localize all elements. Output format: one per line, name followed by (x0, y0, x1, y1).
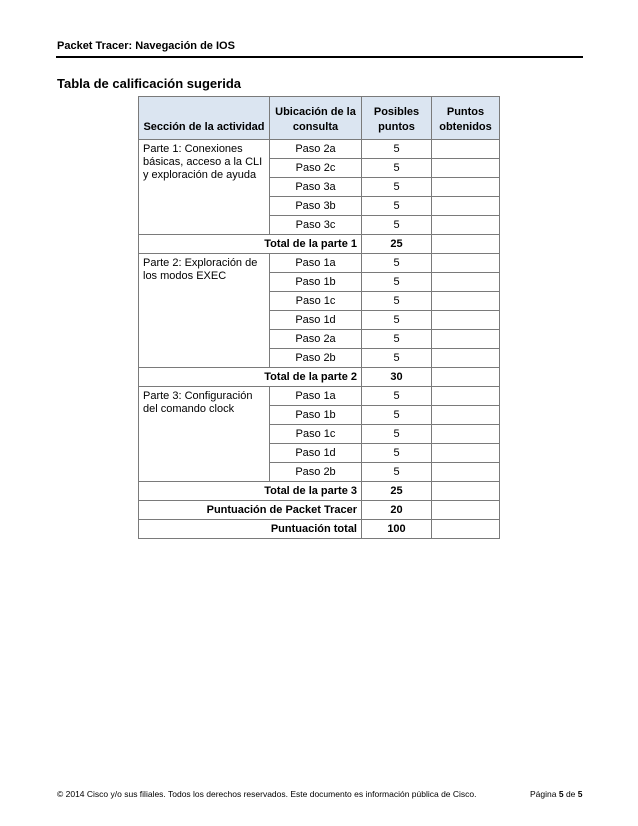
points-cell: 5 (362, 254, 432, 273)
earned-cell (432, 425, 500, 444)
table-row (139, 387, 500, 406)
total-points: 25 (362, 235, 432, 254)
points-cell: 5 (362, 292, 432, 311)
earned-cell (432, 482, 500, 501)
location-cell: Paso 1a (270, 254, 362, 273)
earned-cell (432, 444, 500, 463)
earned-cell (432, 501, 500, 520)
part-2-total-row (139, 368, 500, 387)
grand-total-points: 100 (362, 520, 432, 539)
earned-cell (432, 368, 500, 387)
location-cell: Paso 2a (270, 330, 362, 349)
location-cell: Paso 1c (270, 292, 362, 311)
total-label: Total de la parte 2 (139, 368, 362, 387)
page-word: Página (530, 789, 557, 799)
location-cell: Paso 2b (270, 349, 362, 368)
points-cell: 5 (362, 330, 432, 349)
header-divider (56, 56, 583, 58)
earned-cell (432, 463, 500, 482)
total-label: Total de la parte 3 (139, 482, 362, 501)
earned-cell (432, 254, 500, 273)
total-points: 30 (362, 368, 432, 387)
points-cell: 5 (362, 140, 432, 159)
earned-cell (432, 349, 500, 368)
header-location: Ubicación de la consulta (270, 97, 362, 140)
location-cell: Paso 3c (270, 216, 362, 235)
location-cell: Paso 1b (270, 406, 362, 425)
earned-cell (432, 235, 500, 254)
points-cell: 5 (362, 406, 432, 425)
footer-page-number (530, 789, 583, 799)
part-1-total-row (139, 235, 500, 254)
earned-cell (432, 273, 500, 292)
points-cell: 5 (362, 425, 432, 444)
page-current: 5 (558, 789, 564, 799)
points-cell: 5 (362, 387, 432, 406)
earned-cell (432, 330, 500, 349)
location-cell: Paso 2b (270, 463, 362, 482)
page-of: de (565, 789, 576, 799)
earned-cell (432, 387, 500, 406)
earned-cell (432, 406, 500, 425)
document-header-title: Packet Tracer: Navegación de IOS (57, 40, 235, 52)
total-label: Total de la parte 1 (139, 235, 362, 254)
part-1-label: Parte 1: Conexiones básicas, acceso a la CLI y exploración de ayuda (139, 140, 270, 235)
total-points: 25 (362, 482, 432, 501)
grand-total-label: Puntuación total (139, 520, 362, 539)
earned-cell (432, 197, 500, 216)
part-2-label: Parte 2: Exploración de los modos EXEC (139, 254, 270, 368)
table-row (139, 254, 500, 273)
points-cell: 5 (362, 463, 432, 482)
points-cell: 5 (362, 273, 432, 292)
grand-total-row (139, 520, 500, 539)
location-cell: Paso 1c (270, 425, 362, 444)
points-cell: 5 (362, 159, 432, 178)
location-cell: Paso 2a (270, 140, 362, 159)
packet-tracer-score-points: 20 (362, 501, 432, 520)
points-cell: 5 (362, 216, 432, 235)
location-cell: Paso 1d (270, 444, 362, 463)
location-cell: Paso 1a (270, 387, 362, 406)
location-cell: Paso 1b (270, 273, 362, 292)
points-cell: 5 (362, 178, 432, 197)
packet-tracer-score-label: Puntuación de Packet Tracer (139, 501, 362, 520)
points-cell: 5 (362, 444, 432, 463)
earned-cell (432, 216, 500, 235)
location-cell: Paso 1d (270, 311, 362, 330)
location-cell: Paso 3a (270, 178, 362, 197)
location-cell: Paso 3b (270, 197, 362, 216)
table-header-row (139, 97, 500, 140)
header-possible-points: Posibles puntos (362, 97, 432, 140)
section-title: Tabla de calificación sugerida (57, 76, 241, 91)
earned-cell (432, 292, 500, 311)
earned-cell (432, 178, 500, 197)
points-cell: 5 (362, 349, 432, 368)
table-row (139, 140, 500, 159)
header-section: Sección de la actividad (139, 97, 270, 140)
part-3-label: Parte 3: Configuración del comando clock (139, 387, 270, 482)
earned-cell (432, 520, 500, 539)
earned-cell (432, 140, 500, 159)
points-cell: 5 (362, 197, 432, 216)
footer-copyright: © 2014 Cisco y/o sus filiales. Todos los derechos reservados. Este documento es información pública de Cisco. (57, 789, 477, 799)
points-cell: 5 (362, 311, 432, 330)
header-earned-points: Puntos obtenidos (432, 97, 500, 140)
packet-tracer-score-row (139, 501, 500, 520)
page-total: 5 (577, 789, 583, 799)
grading-table (138, 96, 500, 539)
earned-cell (432, 159, 500, 178)
location-cell: Paso 2c (270, 159, 362, 178)
part-3-total-row (139, 482, 500, 501)
earned-cell (432, 311, 500, 330)
